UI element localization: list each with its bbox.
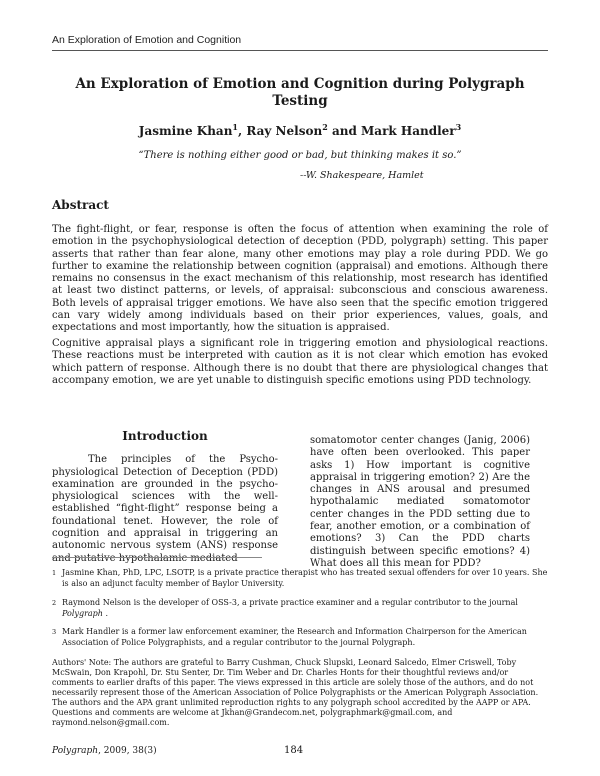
abstract-paragraph-2: Cognitive appraisal plays a significant role in triggering emotion and physiological reactions. These reactions must be interpreted with caution as it is not clear which emotion has evoked which pattern of response. Although there is no doubt that there are physiological changes that accompany emotion, we are yet unable to distinguish specific emotions using PDD technology. bbox=[52, 338, 548, 386]
footnote-text-tail: . bbox=[102, 608, 109, 618]
journal-name: Polygraph bbox=[62, 608, 103, 618]
footnote-number: 3 bbox=[52, 628, 57, 636]
author-list bbox=[52, 122, 548, 138]
footnote-number: 1 bbox=[52, 569, 57, 577]
footer-journal: Polygraph bbox=[52, 746, 99, 756]
footnote-marker: 3 bbox=[455, 122, 462, 132]
author-separator: and bbox=[327, 124, 362, 138]
footer-volume: , 2009, 38(3) bbox=[98, 746, 157, 756]
left-column bbox=[52, 430, 278, 565]
footnote-3 bbox=[52, 627, 548, 648]
epigraph: “There is nothing either good or bad, but thinking makes it so.” bbox=[138, 150, 462, 161]
introduction-continuation: somatomotor center changes (Janig, 2006) have often been overlooked. This paper asks 1) How important is cognitive appraisal in triggering emotion? 2) Are the changes in ANS arousal and presumed hypothalamic mediated somatomotor center changes in the PDD setting due to fear, another emotion, or a combination of emotions? 3) Can the PDD charts distinguish between specific emotions? 4) What does all this mean for PDD? bbox=[310, 435, 530, 569]
footnote-1 bbox=[52, 568, 548, 589]
footer-citation bbox=[52, 746, 157, 756]
page-number: 184 bbox=[284, 745, 304, 756]
footnote-text: Jasmine Khan, PhD, LPC, LSOTP, is a private practice therapist who has treated sexual offenders for over 10 years. She is also an adjunct faculty member of Baylor University. bbox=[62, 568, 548, 588]
epigraph-attribution: --W. Shakespeare, Hamlet bbox=[300, 170, 424, 181]
header-divider bbox=[52, 50, 548, 51]
introduction-paragraph: The principles of the Psycho-physiological Detection of Deception (PDD) examination are grounded in the psycho-physiological sciences with the well-established “fight-flight” response being a foundational tenet. However, the role of cognition and appraisal in triggering an autonomic nervous system (ANS) response and putative hypothalamic mediated bbox=[52, 454, 278, 564]
title-line-1: An Exploration of Emotion and Cognition during Polygraph bbox=[75, 76, 525, 92]
introduction-heading: Introduction bbox=[122, 429, 208, 443]
paper-title bbox=[52, 76, 548, 110]
abstract-paragraph-1: The fight-flight, or fear, response is often the focus of attention when examining the role of emotion in the psychophysiological detection of deception (PDD, polygraph) setting. This paper asserts that rather than fear alone, many other emotions may play a role during PDD. We go further to examine the relationship between cognition (appraisal) and emotions. Although there remains no consensus in the exact mechanism of this relationship, most research has identified at least two distinct patterns, or levels, of appraisal: subconscious and conscious awareness. Both levels of appraisal trigger emotions. We have also seen that the specific emotion triggered can vary widely among individuals based on their prior experiences, values, goals, and expectations and most importantly, how the situation is appraised. bbox=[52, 224, 548, 334]
footnote-text: Mark Handler is a former law enforcement examiner, the Research and Information Chairperson for the American Association of Police Polygraphists, and a regular contributor to the journal Polygraph. bbox=[62, 627, 527, 647]
authors-note: Authors' Note: The authors are grateful to Barry Cushman, Chuck Slupski, Leonard Salcedo, Elmer Criswell, Toby McSwain, Don Krapohl, Dr. Stu Senter, Dr. Tim Weber and Dr. Charles Honts for their thoughtful reviews and/or comments to earlier drafts of this paper. The views expressed in this article are solely those of the authors, and do not necessarily represent those of the American Association of Police Polygraphists or the American Polygraph Association. The authors and the APA grant unlimited reproduction rights to any polygraph school accredited by the AAPP or APA. Questions and comments are welcome at Jkhan@Grandecom.net, polygraphmark@gmail.com, and raymond.nelson@gmail.com. bbox=[52, 658, 539, 727]
author-name: Jasmine Khan bbox=[138, 124, 233, 138]
footnote-number: 2 bbox=[52, 599, 57, 607]
abstract-heading: Abstract bbox=[52, 198, 109, 212]
title-line-2: Testing bbox=[272, 93, 328, 109]
footnote-marker: 2 bbox=[322, 122, 328, 132]
author-name: Ray Nelson bbox=[246, 124, 323, 138]
running-head: An Exploration of Emotion and Cognition bbox=[52, 34, 242, 46]
author-separator: , bbox=[238, 124, 247, 138]
right-column bbox=[310, 435, 530, 570]
author-name: Mark Handler bbox=[361, 124, 456, 138]
footnote-divider bbox=[52, 557, 262, 558]
footnote-text-body: Raymond Nelson is the developer of OSS-3, a private practice examiner and a regular contributor to the journal bbox=[62, 598, 518, 607]
footnote-text bbox=[62, 598, 548, 619]
footnote-2 bbox=[52, 598, 548, 619]
footnote-marker: 1 bbox=[232, 122, 238, 132]
